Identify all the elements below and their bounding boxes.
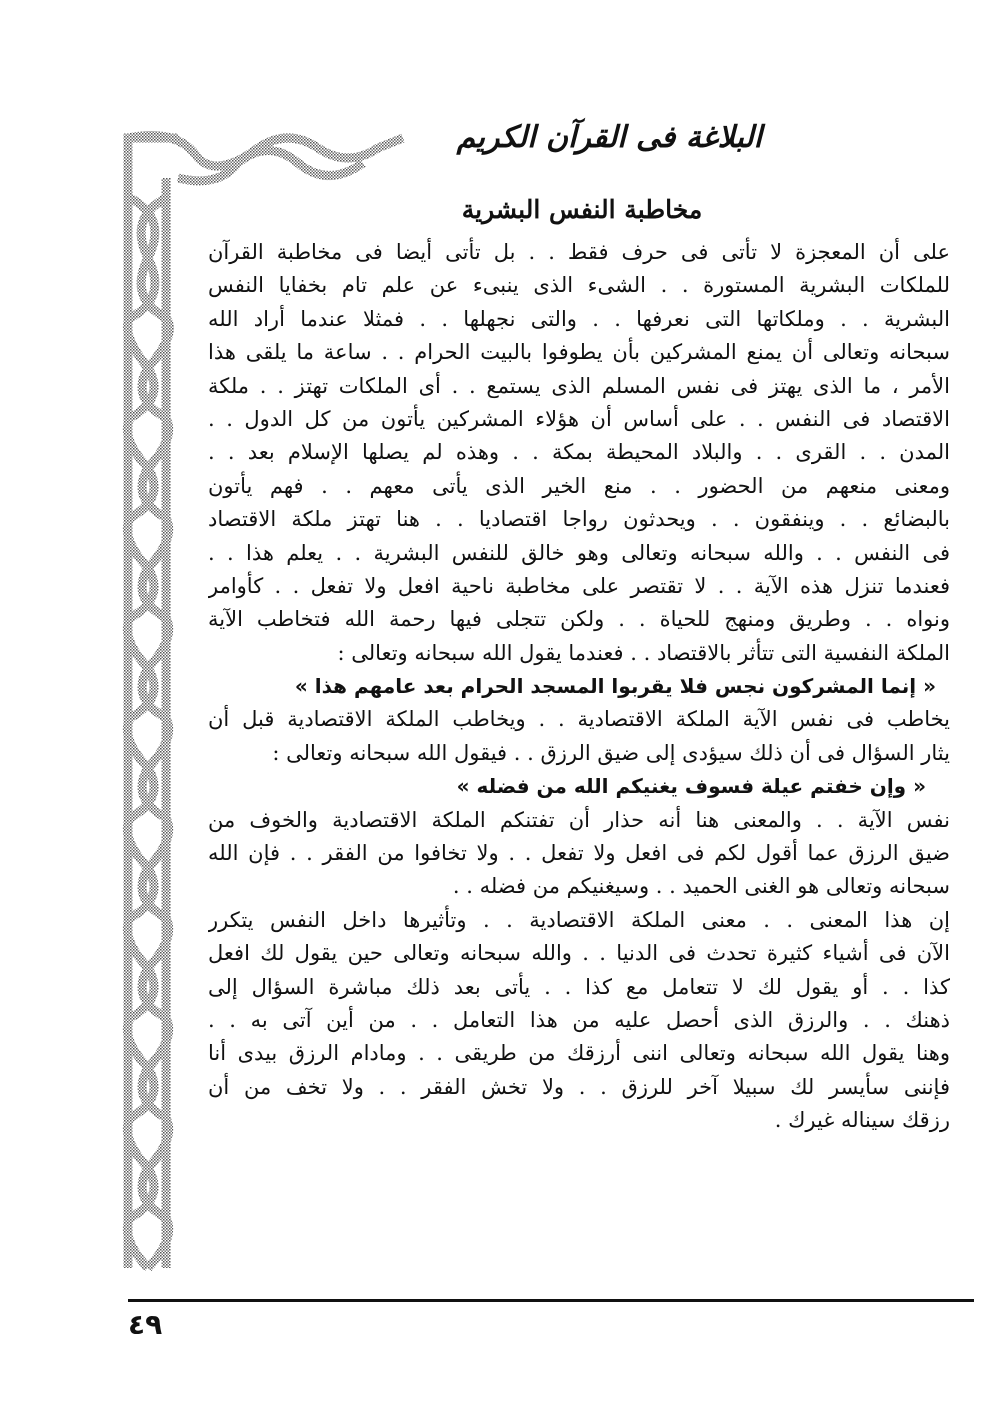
text-line: وهنا يقول الله سبحانه وتعالى اننى أرزقك من طريقى . . ومادام الرزق بيدى أنا	[208, 1041, 950, 1066]
text-line: ضيق الرزق عما أقول لكم فى افعل ولا تفعل . . ولا تخافوا من الفقر . . فإن الله	[208, 841, 950, 866]
text-line: الاقتصاد فى النفس . . على أساس أن هؤلاء المشركين يأتون من كل الدول . .	[208, 406, 950, 431]
text-line: سبحانه وتعالى هو الغنى الحميد . . وسيغنيكم من فضله . .	[452, 874, 950, 899]
text-line: فإننى سأيسر لك سبيلا آخر للرزق . . ولا تخش الفقر . . ولا تخف من أن	[208, 1074, 950, 1099]
text-line: فعندما تنزل هذه الآية . . لا تقتصر على مخاطبة ناحية افعل ولا تفعل . . كأوامر	[208, 573, 950, 598]
text-line: ومعنى منعهم من الحضور . . منع الخير الذى يأتى معهم . . فهم يأتون	[208, 473, 950, 498]
text-line: سبحانه وتعالى أن يمنع المشركين بأن يطوفوا بالبيت الحرام . . ساعة ما يلقى هذا	[208, 340, 950, 365]
text-line: ذهنك . . والرزق الذى أحصل عليه من هذا التعامل . . من أين آتى به . .	[208, 1007, 950, 1032]
text-line: الأمر ، ما الذى يهتز فى نفس المسلم الذى يستمع . . أى الملكات تهتز . . ملكة	[208, 373, 950, 398]
text-line: رزقك سيناله غيرك .	[774, 1108, 950, 1133]
text-line: للملكات البشرية المستورة . . الشىء الذى ينبىء عن علم تام بخفايا النفس	[208, 273, 950, 298]
quran-verse: « إنما المشركون نجس فلا يقربوا المسجد الحرام بعد عامهم هذا »	[294, 674, 936, 699]
text-line: كذا . . أو يقول لك لا تتعامل مع كذا . . يأتى بعد ذلك مباشرة السؤال إلى	[208, 974, 950, 999]
page-number: ٤٩	[128, 1308, 163, 1341]
text-line: البشرية . . وملكاتها التى نعرفها . . والتى نجهلها . . فمثلا عندما أراد الله	[208, 306, 950, 331]
text-line: على أن المعجزة لا تأتى فى حرف فقط . . بل تأتى أيضا فى مخاطبة القرآن	[208, 240, 950, 264]
text-line: الملكة النفسية التى تتأثر بالاقتصاد . . فعندما يقول الله سبحانه وتعالى :	[337, 640, 950, 665]
text-line: بالبضائع . . وينفقون . . ويحدثون رواجا اقتصاديا . . هنا تهتز ملكة الاقتصاد	[208, 507, 950, 532]
text-line: الآن فى أشياء كثيرة تحدث فى الدنيا . . والله سبحانه وتعالى حين يقول لك افعل	[208, 941, 950, 966]
text-line: إن هذا المعنى . . معنى الملكة الاقتصادية . . وتأثيرها داخل النفس يتكرر	[208, 907, 950, 932]
quran-verse: « وإن خفتم عيلة فسوف يغنيكم الله من فضله »	[456, 774, 926, 799]
body-text	[208, 236, 950, 1138]
text-line: نفس الآية . . والمعنى هنا أنه حذار أن تفتنكم الملكة الاقتصادية والخوف من	[208, 807, 950, 832]
text-line: ونواه . . وطريق ومنهج للحياة . . ولكن تتجلى فيها رحمة الله فتخاطب الآية	[208, 607, 950, 632]
text-line: يخاطب فى نفس الآية الملكة الاقتصادية . . ويخاطب الملكة الاقتصادية قبل أن	[208, 707, 950, 732]
section-title: مخاطبة النفس البشرية	[461, 195, 703, 224]
text-line: فى النفس . . والله سبحانه وتعالى وهو خالق للنفس البشرية . . يعلم هذا . .	[208, 540, 950, 565]
footer-rule	[128, 1299, 974, 1302]
text-line: يثار السؤال فى أن ذلك سيؤدى إلى ضيق الرزق . . فيقول الله سبحانه وتعالى :	[272, 740, 950, 765]
text-line: المدن . . القرى . . والبلاد المحيطة بمكة . . وهذه لم يصلها الإسلام بعد . .	[208, 440, 950, 465]
running-title: البلاغة فى القرآن الكريم	[456, 120, 762, 155]
